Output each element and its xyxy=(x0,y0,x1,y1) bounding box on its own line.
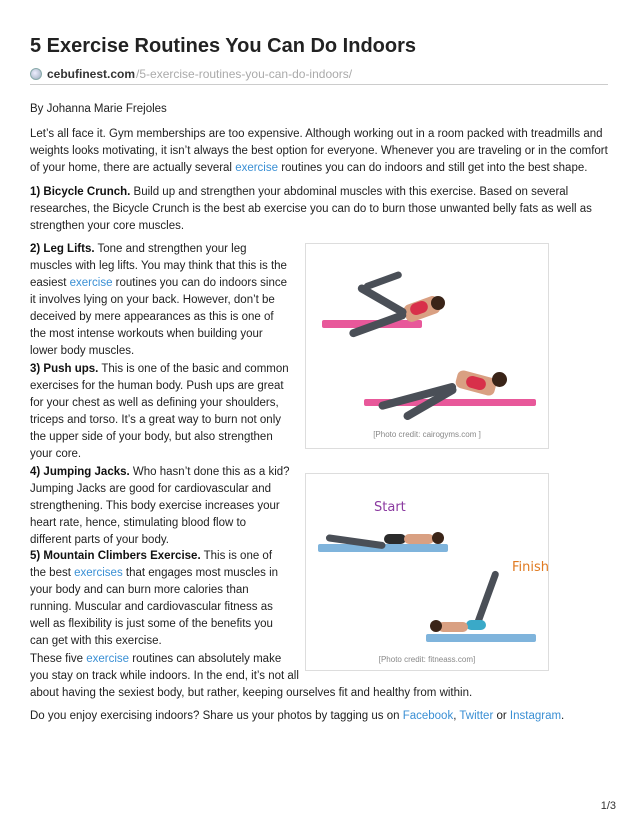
source-path-link[interactable]: /5-exercise-routines-you-can-do-indoors/ xyxy=(136,67,353,81)
item-text: This is one of the basic and common exercises for the human body. Push ups are great for your chest as well as defining your shoulders, triceps and torso. It’s a great way to burn not only the upper side of your body, but also strengthen your core. xyxy=(30,363,289,460)
source-domain-link[interactable]: cebufinest.com xyxy=(47,67,136,81)
instagram-link[interactable]: Instagram xyxy=(509,710,562,722)
cta-end: . xyxy=(561,710,565,722)
athlete-head xyxy=(431,296,445,310)
call-to-action xyxy=(30,708,608,725)
bicycle-crunch-photo xyxy=(305,243,549,449)
twitter-link[interactable]: Twitter xyxy=(459,710,494,722)
closing-text-before: These five xyxy=(30,653,87,665)
item-text: Who hasn’t done this as a kid? Jumping Jacks are good for cardiovascular and strengthening. This body exercise increases your heart rate, hence, stimulating blood flow to different parts of your body. xyxy=(30,466,290,546)
item-text-after: routines you can do indoors since it involves lying on your back. However, don’t be deceived by mere appearances as this is one of the most intense workouts when building your lower body muscles. xyxy=(30,277,287,357)
item-heading: 4) Jumping Jacks. xyxy=(30,466,130,478)
facebook-link[interactable]: Facebook xyxy=(402,710,454,722)
cta-separator: or xyxy=(493,710,510,722)
exercise-mat xyxy=(426,634,536,642)
athlete-shorts xyxy=(384,534,406,544)
leg-lifts-exercise-link[interactable]: exercise xyxy=(69,277,113,289)
page-title: 5 Exercise Routines You Can Do Indoors xyxy=(30,35,417,57)
athlete-leg xyxy=(363,271,403,291)
item-text-after: that engages most muscles in your body and can burn more calories than running. Muscular and cardiovascular fitness as well as flexibility is just some of the benefits you can get with this exercise. xyxy=(30,567,279,647)
closing-line-3: about having the sexiest body, but rather, keeping ourselves fit and healthy from within. xyxy=(30,687,473,699)
closing-exercise-link[interactable]: exercise xyxy=(86,653,130,665)
intro-text-before: Let’s all face it. Gym memberships are too expensive. Although working out in a room packed with treadmills and weights looks motivating, it isn’t always the best option for everyone. Whenever you are traveling or in the comfort of your home, there are actually several xyxy=(30,128,608,174)
item-heading: 5) Mountain Climbers Exercise. xyxy=(30,550,201,562)
item-bicycle-crunch xyxy=(30,184,608,235)
item-heading: 3) Push ups. xyxy=(30,363,99,375)
item-mountain-climbers xyxy=(30,548,290,650)
start-label: Start xyxy=(374,500,406,515)
source-line xyxy=(30,67,352,81)
athlete-torso xyxy=(438,622,468,632)
cta-text: Do you enjoy exercising indoors? Share us your photos by tagging us on xyxy=(30,710,403,722)
closing-line-2: you stay on track while indoors. In the end, it’s not all xyxy=(30,670,299,682)
photo-credit: [Photo credit: fitneass.com] xyxy=(378,655,476,664)
item-jumping-jacks xyxy=(30,464,290,549)
item-text-before: This is one of the best xyxy=(30,550,273,579)
athlete-head xyxy=(492,372,507,387)
athlete-head xyxy=(432,532,444,544)
intro-text-after: routines you can do indoors and still get into the best shape. xyxy=(278,162,588,174)
closing-text-after: routines can absolutely make xyxy=(129,653,282,665)
intro-exercise-link[interactable]: exercise xyxy=(235,162,279,174)
byline: By Johanna Marie Frejoles xyxy=(30,103,167,115)
page-number: 1/3 xyxy=(600,800,616,812)
mountain-climbers-exercises-link[interactable]: exercises xyxy=(74,567,123,579)
item-text: Build up and strengthen your abdominal muscles with this exercise. Based on several researches, the Bicycle Crunch is the best ab exercise you can do to burn those unwanted belly fats as well as strengthen your core muscles. xyxy=(30,186,592,232)
photo-credit: [Photo credit: cairogyms.com ] xyxy=(373,430,481,439)
leg-lifts-photo xyxy=(305,473,549,671)
intro-paragraph xyxy=(30,126,608,177)
header-divider xyxy=(30,84,608,85)
item-leg-lifts xyxy=(30,241,290,360)
finish-label: Finish xyxy=(512,560,550,575)
item-text-before: Tone and strengthen your leg muscles with leg lifts. You may think that this is the easiest xyxy=(30,243,287,289)
cta-separator: , xyxy=(453,710,460,722)
globe-icon xyxy=(30,68,42,80)
item-push-ups xyxy=(30,361,290,463)
athlete-shorts xyxy=(466,620,486,630)
athlete-head xyxy=(430,620,442,632)
athlete-torso xyxy=(404,534,434,544)
item-heading: 2) Leg Lifts. xyxy=(30,243,95,255)
item-heading: 1) Bicycle Crunch. xyxy=(30,186,131,198)
